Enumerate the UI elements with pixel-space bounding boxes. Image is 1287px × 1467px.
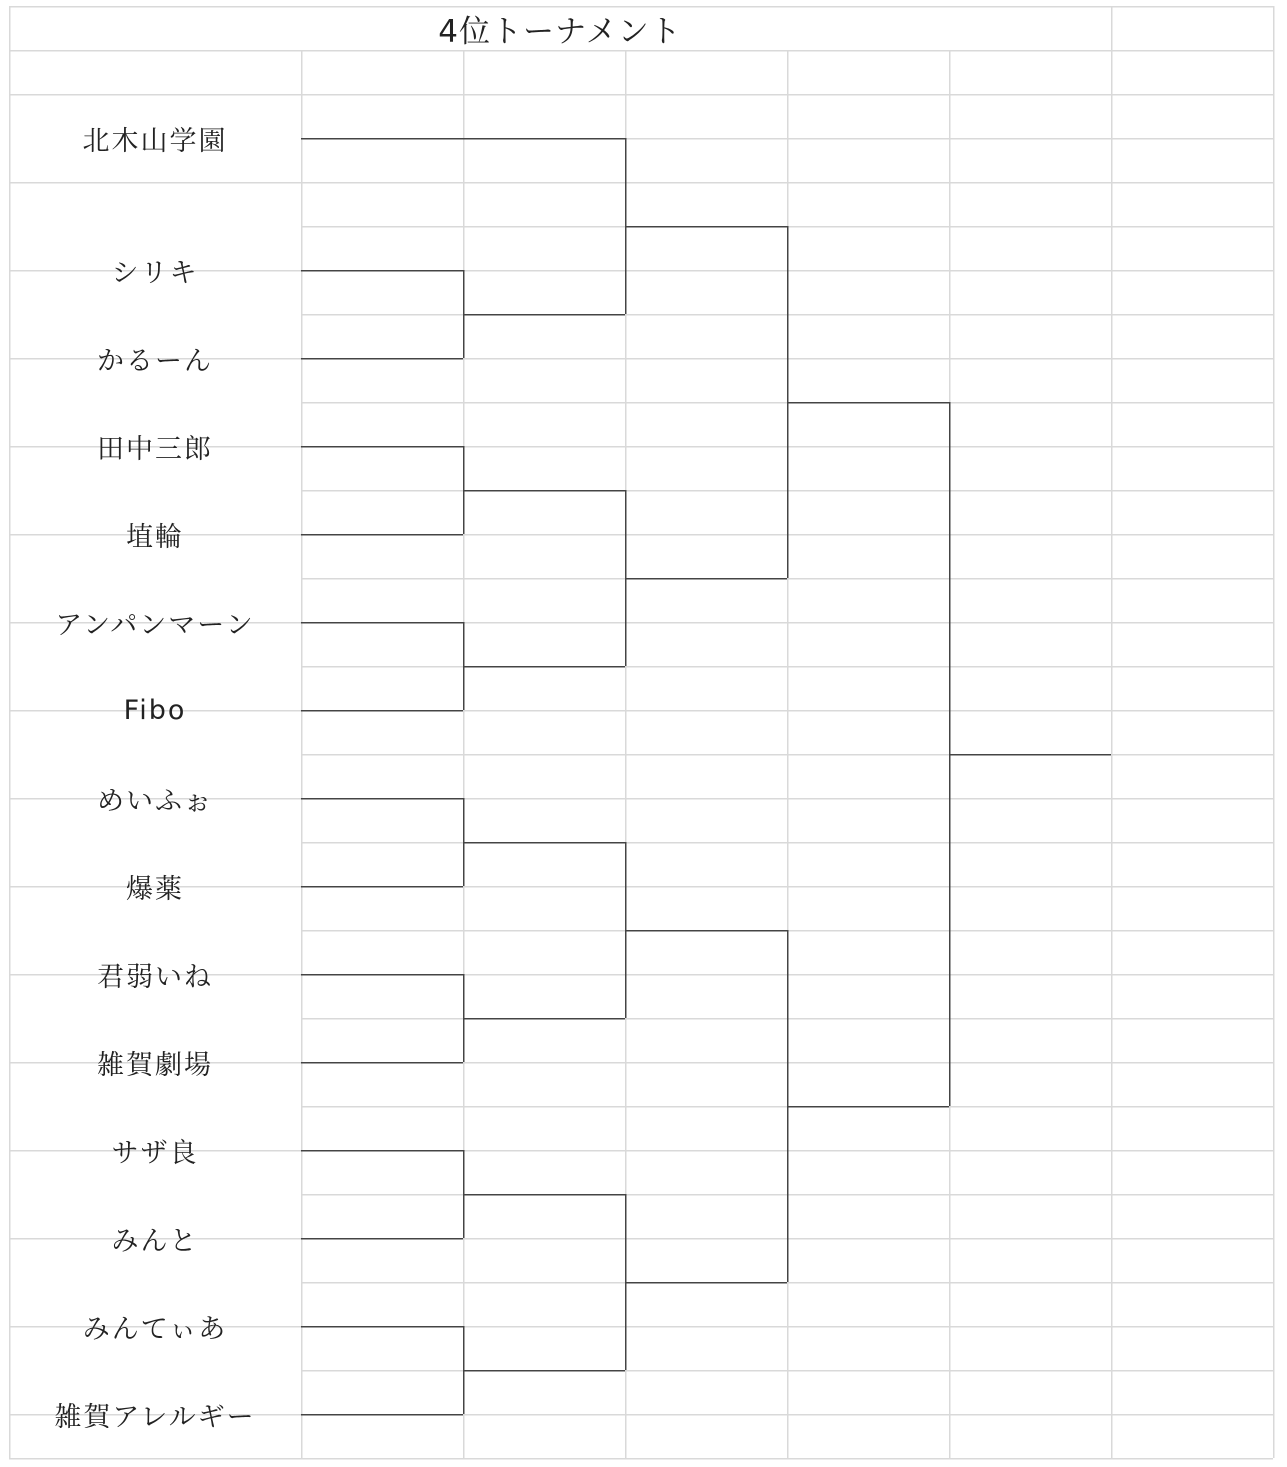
- team-6: アンパンマーン: [55, 609, 255, 641]
- team-11: 雑賀劇場: [97, 1049, 213, 1081]
- team-12: サザ良: [111, 1137, 199, 1169]
- team-8: めいふぉ: [97, 785, 213, 817]
- team-1: 北木山学園: [82, 125, 228, 157]
- team-3: かるーん: [97, 345, 213, 377]
- team-15: 雑賀アレルギー: [54, 1401, 256, 1433]
- team-14: みんてぃあ: [82, 1313, 228, 1345]
- team-2: シリキ: [111, 257, 199, 289]
- team-9: 爆薬: [126, 873, 184, 905]
- team-13: みんと: [111, 1225, 199, 1257]
- team-4: 田中三郎: [97, 433, 213, 465]
- team-7: Fibo: [123, 694, 187, 726]
- team-5: 埴輪: [126, 521, 184, 553]
- tournament-title: 4位トーナメント: [438, 13, 682, 50]
- team-10: 君弱いね: [97, 961, 213, 993]
